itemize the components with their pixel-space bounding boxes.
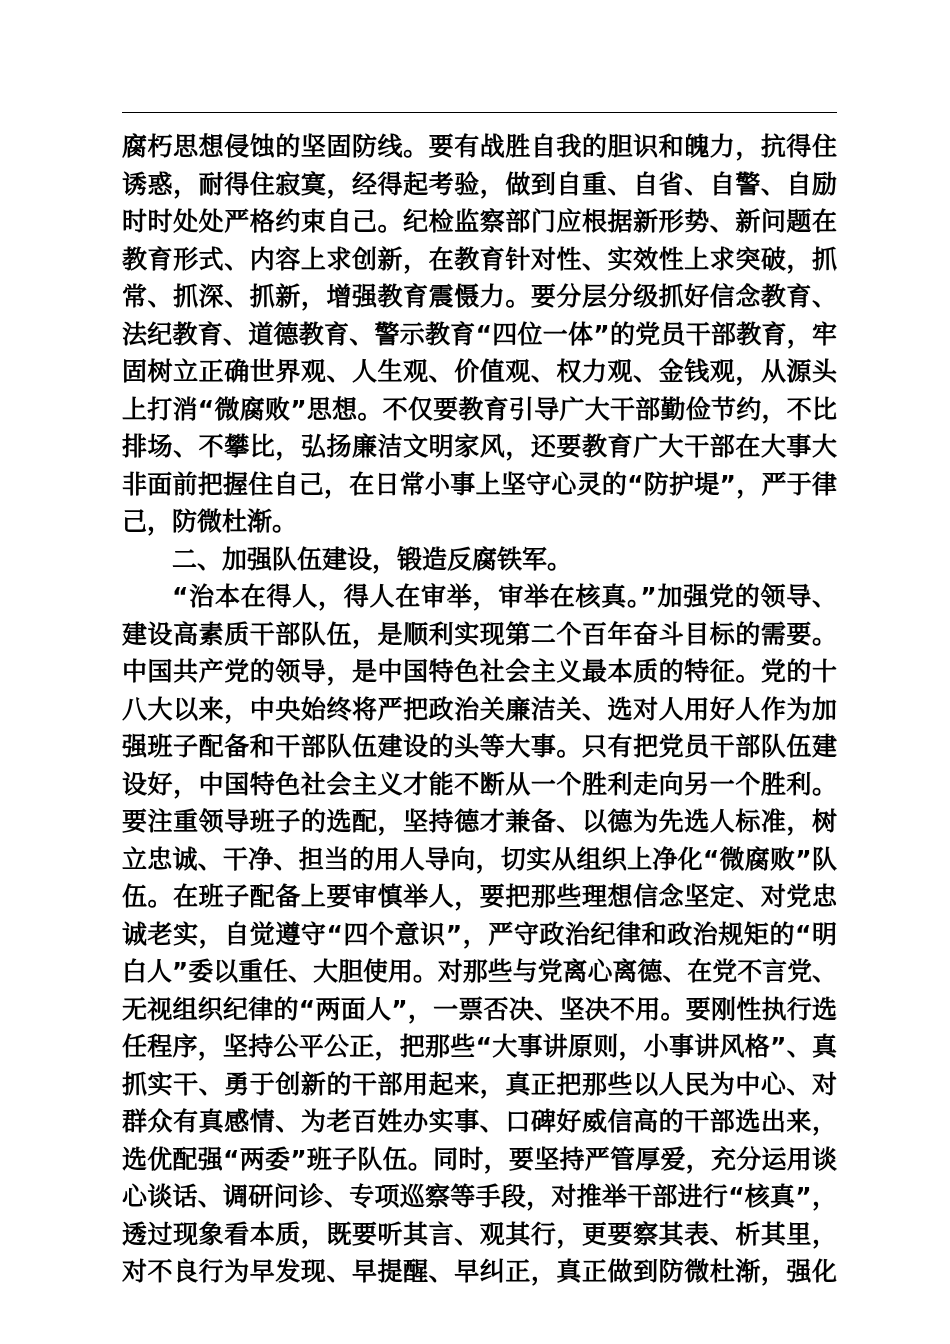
text-line: 时时处处严格约束自己。纪检监察部门应根据新形势、新问题在 (122, 207, 837, 236)
text-line: 群众有真感情、为老百姓办实事、口碑好威信高的干部选出来， (122, 1107, 837, 1136)
text-line: 八大以来，中央始终将严把政治关廉洁关、选对人用好人作为加 (122, 694, 837, 724)
text-line: 己，防微杜渐。 (122, 507, 298, 536)
text-line: “治本在得人，得人在审举，审举在核真。”加强党的领导、 (172, 582, 837, 611)
section-heading: 二、加强队伍建设，锻造反腐铁军。 (172, 544, 573, 574)
text-line: 抓实干、勇于创新的干部用起来，真正把那些以人民为中心、对 (122, 1069, 837, 1099)
text-line: 透过现象看本质，既要听其言、观其行，更要察其表、析其里， (122, 1219, 837, 1249)
text-line: 常、抓深、抓新，增强教育震慑力。要分层分级抓好信念教育、 (122, 282, 837, 311)
text-line: 中国共产党的领导，是中国特色社会主义最本质的特征。党的十 (122, 657, 837, 686)
header-rule (122, 112, 837, 113)
text-line: 白人”委以重任、大胆使用。对那些与党离心离德、在党不言党、 (122, 957, 837, 986)
text-line: 法纪教育、道德教育、警示教育“四位一体”的党员干部教育，牢 (122, 319, 837, 349)
body-text (122, 128, 837, 1291)
text-line: 诚老实，自觉遵守“四个意识”，严守政治纪律和政治规矩的“明 (122, 919, 837, 949)
text-line: 排场、不攀比，弘扬廉洁文明家风，还要教育广大干部在大事大 (122, 432, 837, 461)
text-line: 诱惑，耐得住寂寞，经得起考验，做到自重、自省、自警、自励 (122, 169, 837, 199)
text-line: 非面前把握住自己，在日常小事上坚守心灵的“防护堤”，严于律 (122, 469, 837, 499)
text-line: 腐朽思想侵蚀的坚固防线。要有战胜自我的胆识和魄力，抗得住 (122, 132, 837, 161)
text-line: 心谈话、调研问诊、专项巡察等手段，对推举干部进行“核真”， (122, 1182, 837, 1211)
text-line: 伍。在班子配备上要审慎举人，要把那些理想信念坚定、对党忠 (122, 882, 837, 911)
text-line: 设好，中国特色社会主义才能不断从一个胜利走向另一个胜利。 (122, 769, 837, 799)
text-line: 无视组织纪律的“两面人”，一票否决、坚决不用。要刚性执行选 (122, 994, 837, 1024)
text-line: 要注重领导班子的选配，坚持德才兼备、以德为先选人标准，树 (122, 807, 837, 836)
text-line: 固树立正确世界观、人生观、价值观、权力观、金钱观，从源头 (122, 357, 837, 386)
text-line: 建设高素质干部队伍，是顺利实现第二个百年奋斗目标的需要。 (122, 619, 837, 649)
text-line: 对不良行为早发现、早提醒、早纠正，真正做到防微杜渐，强化 (122, 1257, 837, 1286)
text-line: 立忠诚、干净、担当的用人导向，切实从组织上净化“微腐败”队 (122, 844, 837, 874)
text-line: 选优配强“两委”班子队伍。同时，要坚持严管厚爱，充分运用谈 (122, 1144, 837, 1174)
text-line: 上打消“微腐败”思想。不仅要教育引导广大干部勤俭节约，不比 (122, 394, 837, 424)
text-line: 强班子配备和干部队伍建设的头等大事。只有把党员干部队伍建 (122, 732, 837, 761)
text-line: 教育形式、内容上求创新，在教育针对性、实效性上求突破，抓 (122, 244, 837, 274)
text-line: 任程序，坚持公平公正，把那些“大事讲原则，小事讲风格”、真 (122, 1032, 837, 1061)
